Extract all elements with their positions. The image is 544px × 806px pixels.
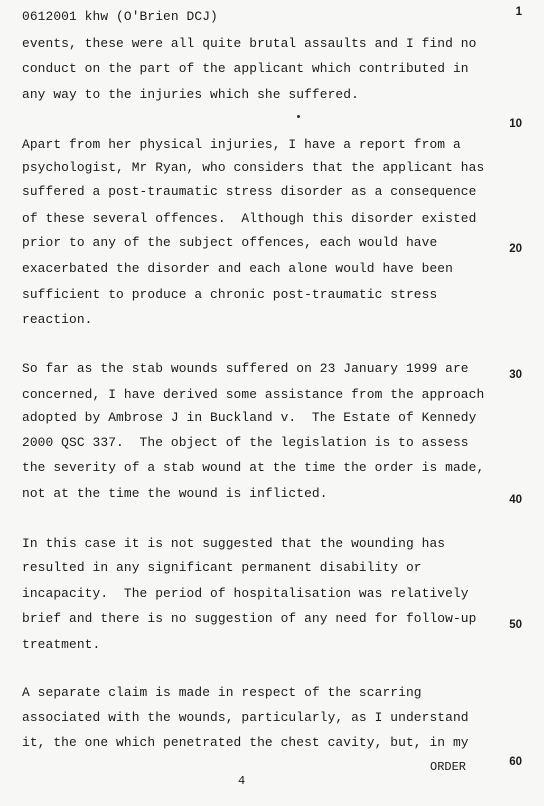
text-line: A separate claim is made in respect of the scarring xyxy=(22,685,422,700)
text-line: it, the one which penetrated the chest cavity, but, in my xyxy=(22,735,469,750)
text-line: events, these were all quite brutal assaults and I find no xyxy=(22,36,477,51)
text-line: prior to any of the subject offences, each would have xyxy=(22,235,438,250)
margin-line-number: 20 xyxy=(509,243,522,255)
text-line: conduct on the part of the applicant which contributed in xyxy=(22,61,469,76)
text-line: not at the time the wound is inflicted. xyxy=(22,486,328,501)
text-line: sufficient to produce a chronic post-traumatic stress xyxy=(22,287,438,302)
margin-line-number: 60 xyxy=(509,756,522,768)
page-number: 4 xyxy=(238,774,246,788)
catchword: ORDER xyxy=(430,760,467,774)
text-line: exacerbated the disorder and each alone would have been xyxy=(22,261,453,276)
text-line: psychologist, Mr Ryan, who considers that the applicant has xyxy=(22,160,485,175)
text-line: resulted in any significant permanent disability or xyxy=(22,560,422,575)
scan-speck xyxy=(297,115,300,118)
text-line: suffered a post-traumatic stress disorder as a consequence xyxy=(22,184,477,199)
text-line: the severity of a stab wound at the time the order is made, xyxy=(22,460,485,475)
text-line: reaction. xyxy=(22,312,93,327)
margin-line-number: 40 xyxy=(509,494,522,506)
text-line: treatment. xyxy=(22,637,101,652)
text-line: incapacity. The period of hospitalisation was relatively xyxy=(22,586,469,601)
text-line: 2000 QSC 337. The object of the legislation is to assess xyxy=(22,435,469,450)
text-line: any way to the injuries which she suffered. xyxy=(22,87,359,102)
text-line: associated with the wounds, particularly, as I understand xyxy=(22,710,469,725)
text-line: In this case it is not suggested that the wounding has xyxy=(22,536,446,551)
margin-line-number: 30 xyxy=(509,369,522,381)
text-line: Apart from her physical injuries, I have a report from a xyxy=(22,137,461,152)
page-header: 0612001 khw (O'Brien DCJ) xyxy=(22,9,218,24)
margin-line-number: 1 xyxy=(515,6,522,18)
margin-line-number: 50 xyxy=(509,619,522,631)
text-line: concerned, I have derived some assistance from the approach xyxy=(22,387,485,402)
text-line: of these several offences. Although this disorder existed xyxy=(22,211,477,226)
margin-line-number: 10 xyxy=(509,118,522,130)
text-line: adopted by Ambrose J in Buckland v. The Estate of Kennedy xyxy=(22,410,477,425)
text-line: So far as the stab wounds suffered on 23 January 1999 are xyxy=(22,361,469,376)
text-line: brief and there is no suggestion of any need for follow-up xyxy=(22,611,477,626)
